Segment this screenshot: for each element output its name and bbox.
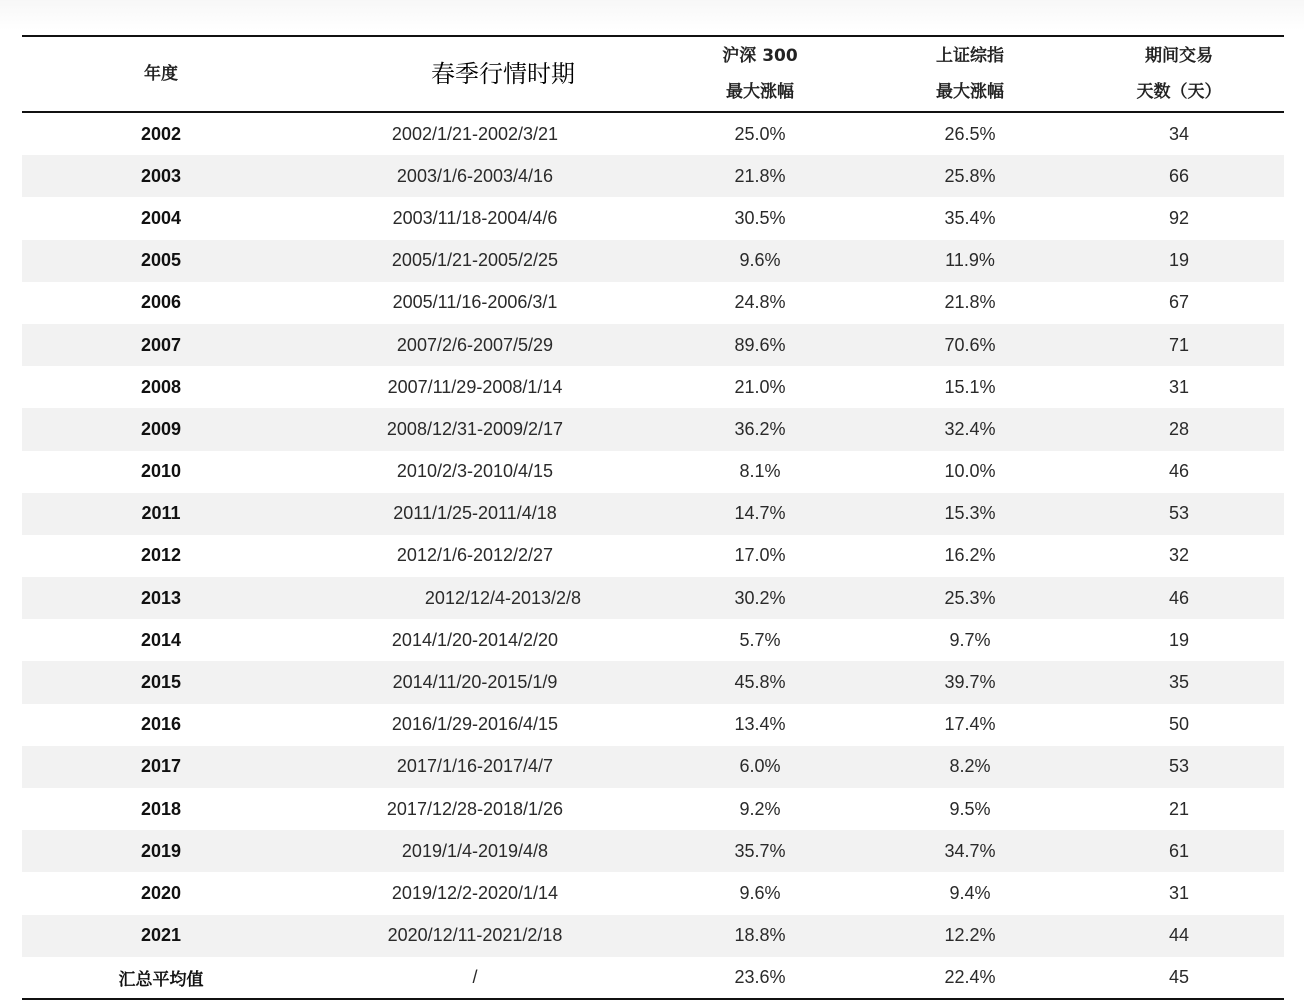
cell-period: 2012/12/4-2013/2/8 <box>424 587 582 608</box>
cell-year: 2008 <box>140 376 182 397</box>
cell-period: 2019/12/2-2020/1/14 <box>391 882 559 903</box>
cell-days: 71 <box>1168 334 1190 355</box>
header-days <box>1070 37 1288 111</box>
table-row <box>22 451 1284 493</box>
cell-days: 28 <box>1168 418 1190 439</box>
cell-hs300: 45.8% <box>734 672 786 693</box>
table-row <box>22 661 1284 703</box>
cell-sse: 16.2% <box>944 545 996 566</box>
header-hs300-line2: 最大涨幅 <box>726 82 794 102</box>
cell-period: 2014/1/20-2014/2/20 <box>391 629 559 650</box>
cell-period: 2012/1/6-2012/2/27 <box>396 545 554 566</box>
table-row <box>22 746 1284 788</box>
cell-year: 2017 <box>140 756 182 777</box>
cell-sse: 70.6% <box>944 334 996 355</box>
cell-days: 19 <box>1168 250 1190 271</box>
cell-hs300: 30.5% <box>734 207 786 228</box>
cell-hs300: 30.2% <box>734 587 786 608</box>
cell-days: 92 <box>1168 207 1190 228</box>
table-row <box>22 788 1284 830</box>
cell-sse: 17.4% <box>944 714 996 735</box>
table-row <box>22 535 1284 577</box>
cell-hs300: 24.8% <box>734 292 786 313</box>
cell-sse: 25.3% <box>944 587 996 608</box>
cell-year: 2020 <box>140 882 182 903</box>
cell-period: 2003/1/6-2003/4/16 <box>396 165 554 186</box>
cell-period: 2016/1/29-2016/4/15 <box>391 714 559 735</box>
cell-summary-sse: 22.4% <box>944 967 996 988</box>
cell-period: 2010/2/3-2010/4/15 <box>396 461 554 482</box>
cell-year: 2019 <box>140 840 182 861</box>
cell-period: 2003/11/18-2004/4/6 <box>392 207 558 228</box>
cell-sse: 25.8% <box>944 165 996 186</box>
cell-days: 31 <box>1168 376 1190 397</box>
header-year-label: 年度 <box>144 64 178 84</box>
cell-summary-hs300: 23.6% <box>734 967 786 988</box>
cell-summary-period: / <box>472 967 478 988</box>
cell-days: 35 <box>1168 672 1190 693</box>
table-row <box>22 577 1284 619</box>
cell-summary-label: 汇总平均值 <box>118 970 204 991</box>
header-hs300-line1: 沪深 300 <box>722 46 798 66</box>
cell-days: 44 <box>1168 925 1190 946</box>
header-period-label: 春季行情时期 <box>431 60 575 88</box>
cell-hs300: 8.1% <box>739 461 781 482</box>
cell-days: 46 <box>1168 461 1190 482</box>
cell-year: 2002 <box>140 123 182 144</box>
header-sse-line2: 最大涨幅 <box>936 82 1004 102</box>
cell-year: 2011 <box>141 503 181 524</box>
cell-days: 21 <box>1168 798 1190 819</box>
cell-year: 2006 <box>140 292 182 313</box>
cell-sse: 15.3% <box>944 503 996 524</box>
top-faint-strip <box>0 0 1304 30</box>
cell-sse: 10.0% <box>944 461 996 482</box>
header-year <box>22 37 300 111</box>
cell-period: 2020/12/11-2021/2/18 <box>387 925 563 946</box>
cell-sse: 26.5% <box>944 123 996 144</box>
cell-days: 53 <box>1168 756 1190 777</box>
table-row <box>22 240 1284 282</box>
cell-hs300: 17.0% <box>734 545 786 566</box>
cell-hs300: 13.4% <box>734 714 786 735</box>
cell-year: 2015 <box>140 672 182 693</box>
cell-hs300: 5.7% <box>739 629 781 650</box>
cell-year: 2003 <box>140 165 182 186</box>
cell-sse: 8.2% <box>949 756 991 777</box>
cell-hs300: 36.2% <box>734 418 786 439</box>
table-body <box>22 113 1284 999</box>
cell-days: 66 <box>1168 165 1190 186</box>
header-hs300 <box>650 37 870 111</box>
table-row <box>22 366 1284 408</box>
table-header <box>22 37 1284 111</box>
cell-year: 2007 <box>140 334 182 355</box>
summary-row <box>22 957 1284 999</box>
cell-sse: 39.7% <box>944 672 996 693</box>
table-row <box>22 872 1284 914</box>
cell-period: 2008/12/31-2009/2/17 <box>386 418 564 439</box>
cell-year: 2005 <box>140 250 182 271</box>
cell-days: 19 <box>1168 629 1190 650</box>
table-row <box>22 324 1284 366</box>
cell-sse: 32.4% <box>944 418 996 439</box>
cell-hs300: 89.6% <box>734 334 786 355</box>
cell-year: 2013 <box>140 587 182 608</box>
cell-hs300: 9.6% <box>739 882 781 903</box>
cell-days: 31 <box>1168 882 1190 903</box>
cell-sse: 21.8% <box>944 292 996 313</box>
cell-year: 2009 <box>140 418 182 439</box>
cell-year: 2004 <box>140 207 182 228</box>
table-row <box>22 282 1284 324</box>
cell-summary-days: 45 <box>1168 967 1190 988</box>
cell-sse: 11.9% <box>945 250 995 271</box>
cell-sse: 9.4% <box>949 882 991 903</box>
cell-hs300: 9.2% <box>739 798 781 819</box>
table-row <box>22 830 1284 872</box>
cell-year: 2018 <box>140 798 182 819</box>
header-days-line2: 天数（天） <box>1136 82 1222 102</box>
cell-hs300: 25.0% <box>734 123 786 144</box>
cell-days: 50 <box>1168 714 1190 735</box>
table-row <box>22 493 1284 535</box>
table-bottom-rule <box>22 998 1284 1000</box>
cell-days: 46 <box>1168 587 1190 608</box>
cell-sse: 34.7% <box>944 840 996 861</box>
table-row <box>22 197 1284 239</box>
cell-sse: 9.5% <box>949 798 991 819</box>
cell-hs300: 9.6% <box>739 250 781 271</box>
cell-days: 34 <box>1168 123 1190 144</box>
cell-year: 2016 <box>140 714 182 735</box>
cell-period: 2005/11/16-2006/3/1 <box>392 292 558 313</box>
cell-period: 2005/1/21-2005/2/25 <box>391 250 559 271</box>
table-row <box>22 619 1284 661</box>
table-row <box>22 915 1284 957</box>
cell-year: 2010 <box>140 461 182 482</box>
cell-year: 2014 <box>140 629 182 650</box>
cell-sse: 9.7% <box>949 629 991 650</box>
table-row <box>22 704 1284 746</box>
cell-period: 2011/1/25-2011/4/18 <box>393 503 557 524</box>
cell-days: 32 <box>1168 545 1190 566</box>
cell-days: 53 <box>1168 503 1190 524</box>
cell-period: 2017/12/28-2018/1/26 <box>386 798 564 819</box>
cell-hs300: 14.7% <box>734 503 786 524</box>
cell-sse: 12.2% <box>944 925 996 946</box>
cell-sse: 35.4% <box>944 207 996 228</box>
header-sse-line1: 上证综指 <box>936 46 1004 66</box>
cell-days: 61 <box>1168 840 1190 861</box>
cell-period: 2007/2/6-2007/5/29 <box>396 334 554 355</box>
cell-period: 2002/1/21-2002/3/21 <box>391 123 559 144</box>
table-row <box>22 113 1284 155</box>
cell-year: 2021 <box>140 925 182 946</box>
cell-days: 67 <box>1168 292 1190 313</box>
header-sse <box>870 37 1070 111</box>
header-days-line1: 期间交易 <box>1145 46 1213 66</box>
cell-period: 2019/1/4-2019/4/8 <box>401 840 549 861</box>
cell-period: 2014/11/20-2015/1/9 <box>392 672 558 693</box>
cell-hs300: 21.0% <box>734 376 786 397</box>
cell-hs300: 21.8% <box>734 165 786 186</box>
cell-sse: 15.1% <box>944 376 996 397</box>
cell-year: 2012 <box>140 545 182 566</box>
cell-period: 2017/1/16-2017/4/7 <box>396 756 554 777</box>
cell-hs300: 35.7% <box>734 840 786 861</box>
header-period <box>300 37 678 111</box>
cell-period: 2007/11/29-2008/1/14 <box>387 376 563 397</box>
table-row <box>22 408 1284 450</box>
cell-hs300: 18.8% <box>734 925 786 946</box>
table-row <box>22 155 1284 197</box>
cell-hs300: 6.0% <box>739 756 781 777</box>
